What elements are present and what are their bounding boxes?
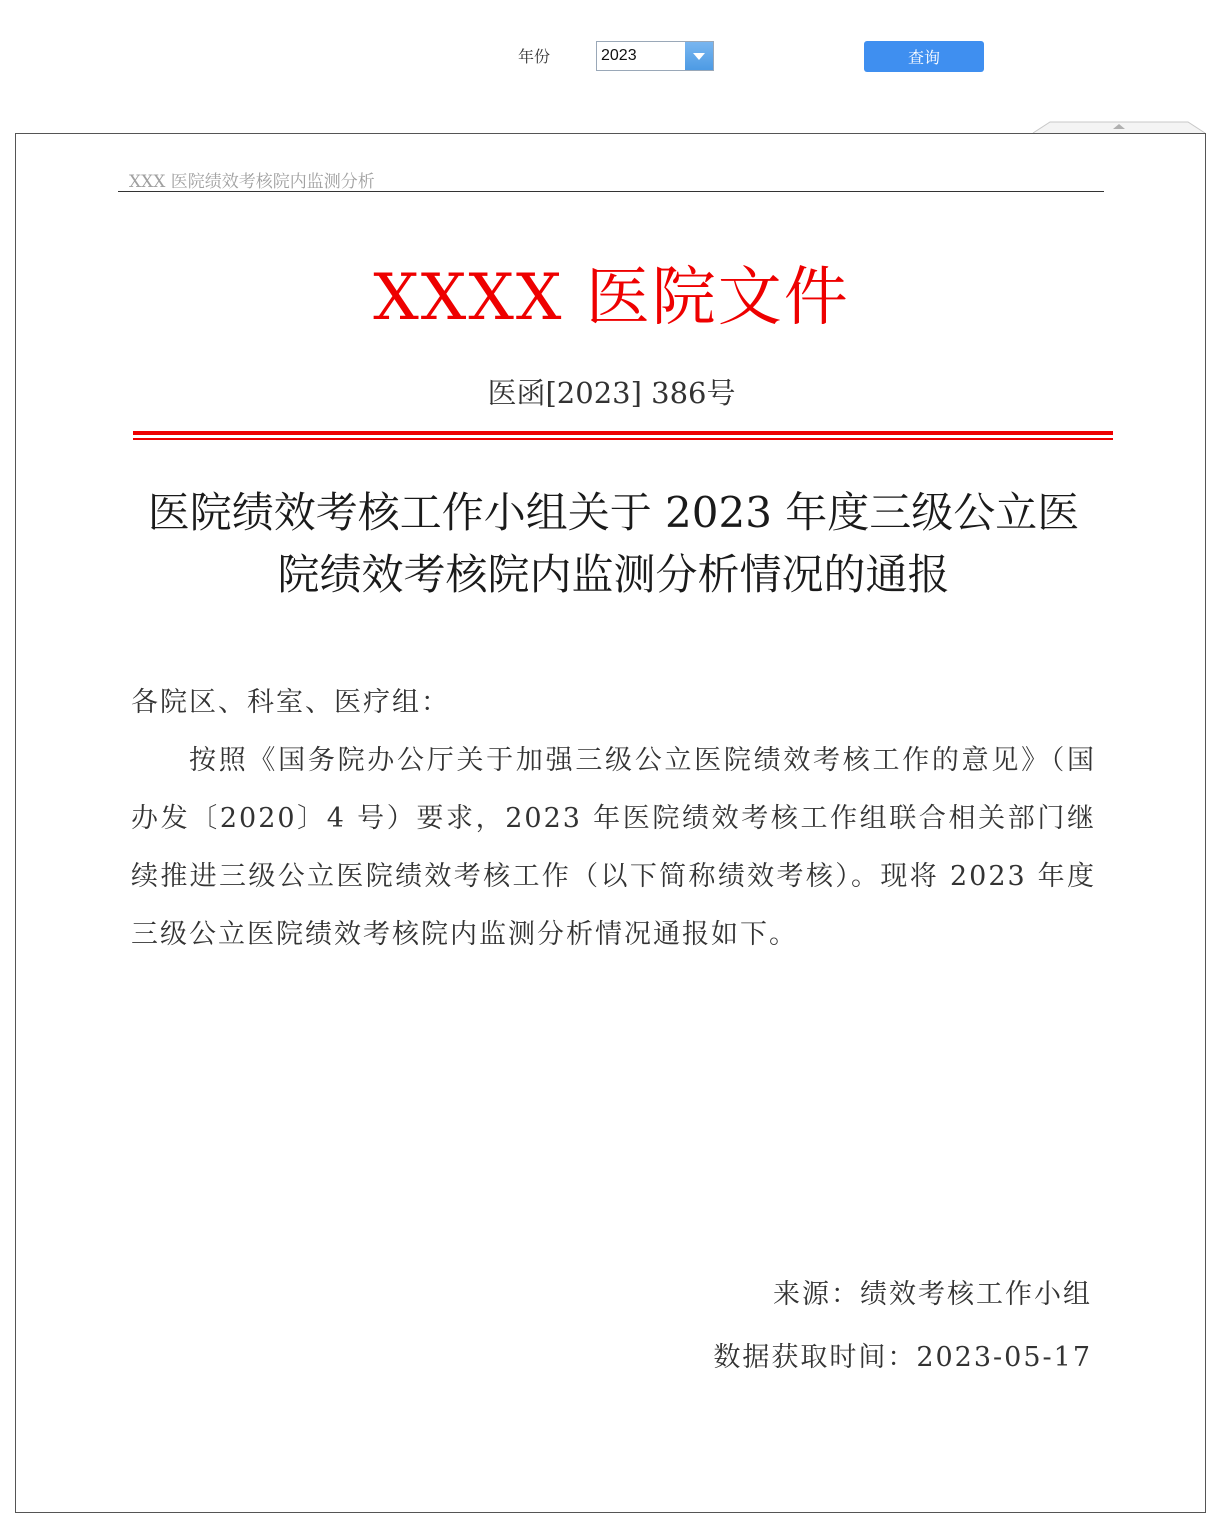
salutation: 各院区、科室、医疗组： [131, 687, 450, 718]
data-time-line: 数据获取时间：2023-05-17 [713, 1342, 1092, 1373]
document-page [15, 133, 1206, 1513]
year-select[interactable] [596, 41, 714, 71]
header-divider [118, 191, 1104, 192]
document-title [116, 482, 1111, 606]
toolbar [0, 0, 1225, 110]
year-label: 年份 [518, 47, 551, 66]
chevron-down-icon[interactable] [685, 42, 713, 70]
source-line: 来源：绩效考核工作小组 [773, 1279, 1092, 1310]
document-number: 医函[2023] 386号 [487, 376, 736, 410]
red-divider-thick [133, 431, 1113, 435]
collapse-panel-icon[interactable] [1032, 120, 1206, 134]
query-button[interactable]: 查询 [864, 41, 984, 72]
document-red-title: XXXX 医院文件 [373, 261, 850, 335]
body-paragraph: 按照《国务院办公厅关于加强三级公立医院绩效考核工作的意见》（国办发〔2020〕4 号）要求，2023 年医院绩效考核工作组联合相关部门继续推进三级公立医院绩效考核工作（以下简称绩效考核）。现将 2023 年度三级公立医院绩效考核院内监测分析情况通报如下。 [131, 745, 1096, 950]
document-body [131, 674, 1096, 964]
document-header: XXX 医院绩效考核院内监测分析 [129, 172, 375, 192]
title-line-1: 医院绩效考核工作小组关于 2023 年度三级公立医 [147, 488, 1080, 537]
year-select-value: 2023 [601, 47, 637, 64]
red-divider-thin [133, 438, 1113, 440]
title-line-2: 院绩效考核院内监测分析情况的通报 [277, 550, 950, 599]
